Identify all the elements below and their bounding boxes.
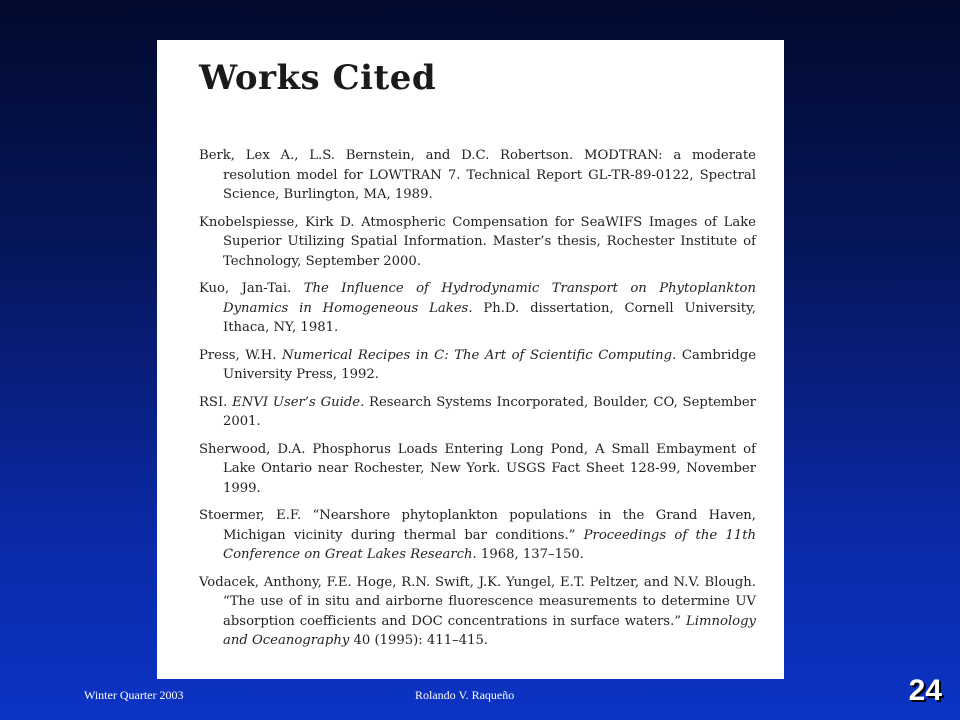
reference-text: RSI.: [199, 394, 233, 410]
works-cited-page: [157, 40, 784, 679]
reference-italic-text: Limnology and Oceanography: [223, 613, 756, 648]
reference-text: Knobelspiesse, Kirk D. Atmospheric Compensation for SeaWIFS Images of Lake Superior Utilizing Spatial Information. Master’s thesis, Rochester Institute of Technology, September 2000.: [199, 214, 756, 269]
reference-italic-text: ENVI User’s Guide: [232, 394, 361, 410]
reference-entry: [199, 506, 756, 565]
reference-entry: [199, 393, 756, 432]
footer-author: Rolando V. Raqueño: [415, 688, 515, 702]
reference-italic-text: Proceedings of the 11th Conference on Great Lakes Research: [223, 527, 756, 562]
footer-date: Winter Quarter 2003: [84, 688, 184, 702]
reference-entry: [199, 440, 756, 499]
reference-text: . Research Systems Incorporated, Boulder, CO, September 2001.: [223, 394, 756, 429]
reference-text: 40 (1995): 411–415.: [349, 633, 489, 648]
reference-text: . 1968, 137–150.: [472, 547, 585, 562]
reference-text: Press, W.H.: [199, 347, 282, 363]
reference-entry: [199, 346, 756, 385]
reference-text: Stoermer, E.F. “Nearshore phytoplankton populations in the Grand Haven, Michigan vicinity during thermal bar conditions.”: [199, 508, 756, 543]
reference-text: Kuo, Jan-Tai.: [199, 281, 304, 296]
reference-italic-text: The Influence of Hydrodynamic Transport on Phytoplankton Dynamics in Homogeneous Lakes: [223, 281, 756, 316]
slide-number: 24: [908, 674, 942, 707]
page-title: Works Cited: [199, 58, 437, 98]
reference-entry: [199, 573, 756, 651]
reference-text: Vodacek, Anthony, F.E. Hoge, R.N. Swift, J.K. Yungel, E.T. Peltzer, and N.V. Blough. “The use of in situ and airborne fluorescence measurements to determine UV absorption coefficients and DOC concentrations in surface waters.”: [199, 574, 756, 629]
reference-text: Sherwood, D.A. Phosphorus Loads Entering Long Pond, A Small Embayment of Lake Ontario near Rochester, New York. USGS Fact Sheet 128-99, November 1999.: [199, 441, 756, 496]
reference-entry: [199, 146, 756, 205]
reference-entry: [199, 279, 756, 338]
reference-entry: [199, 213, 756, 272]
reference-text: . Cambridge University Press, 1992.: [223, 347, 756, 382]
reference-list: [199, 146, 756, 651]
reference-text: Berk, Lex A., L.S. Bernstein, and D.C. Robertson. MODTRAN: a moderate resolution model for LOWTRAN 7. Technical Report GL-TR-89-0122, Spectral Science, Burlington, MA, 1989.: [199, 148, 756, 202]
reference-text: . Ph.D. dissertation, Cornell University, Ithaca, NY, 1981.: [223, 300, 756, 335]
reference-italic-text: Numerical Recipes in C: The Art of Scientific Computing: [282, 347, 673, 363]
